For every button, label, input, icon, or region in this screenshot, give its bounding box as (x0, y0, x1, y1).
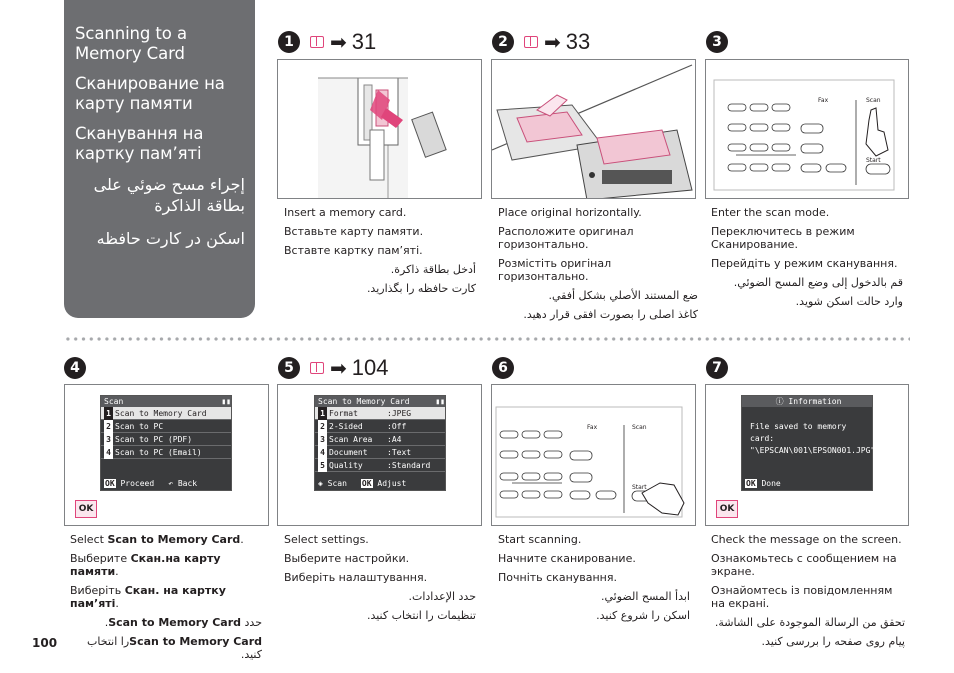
dotted-separator (64, 337, 910, 341)
start-label: Start (632, 484, 647, 491)
setting-row-document[interactable]: 4 Document :Text (315, 446, 445, 459)
step-5-header (278, 355, 388, 381)
instruction-uk: Почніть сканування. (498, 571, 617, 584)
lcd-information (741, 395, 876, 491)
fax-label: Fax (818, 97, 829, 104)
instruction-uk: Ознайомтесь із повідомленням на екрані. (711, 584, 893, 610)
lcd-scan-settings (314, 395, 446, 491)
control-panel-start-image (492, 385, 696, 526)
lcd-title-bar (315, 396, 445, 407)
instruction-ru: Выберите Скан.на карту памяти. (70, 552, 221, 578)
step-4-text (70, 533, 262, 667)
proceed-label: Proceed (120, 479, 155, 488)
instruction-en: Check the message on the screen. (711, 533, 902, 546)
menu-item-scan-to-pc-pdf[interactable]: 3 Scan to PC (PDF) (101, 433, 231, 446)
start-diamond-icon: ◈ (318, 479, 323, 488)
instruction-en: Select Scan to Memory Card. (70, 533, 244, 546)
title-fa: اسکن در کارت حافظه (96, 229, 245, 248)
instruction-ru: Начните сканирование. (498, 552, 636, 565)
step-number: 6 (492, 357, 514, 379)
scanner-original-image (492, 60, 696, 199)
instruction-fa: کارت حافظه را بگذارید. (366, 282, 476, 295)
title-en: Scanning to a Memory Card (75, 24, 187, 63)
step-7-illustration (705, 384, 909, 526)
memory-card-slot-image (278, 60, 482, 199)
menu-item-scan-to-pc-email[interactable]: 4 Scan to PC (Email) (101, 446, 231, 459)
step-2-illustration (491, 59, 696, 199)
setting-row-2-sided[interactable]: 2 2-Sided :Off (315, 420, 445, 433)
step-4-illustration (64, 384, 269, 526)
scan-label: Scan (632, 424, 647, 431)
instruction-uk: Виберіть налаштування. (284, 571, 428, 584)
instruction-ar: تحقق من الرسالة الموجودة على الشاشة. (714, 616, 905, 629)
step-number: 5 (278, 357, 300, 379)
instruction-ar: ابدأ المسح الضوئي. (601, 590, 690, 603)
step-1-header (278, 29, 376, 55)
instruction-fa: اسکن را شروع کنید. (596, 609, 690, 622)
step-2-header (492, 29, 590, 55)
step-3-header (706, 29, 728, 55)
instruction-fa: پیام روی صفحه را بررسی کنید. (761, 635, 905, 648)
step-number: 2 (492, 31, 514, 53)
lcd-scan-menu (100, 395, 232, 491)
lcd-footer (315, 478, 445, 490)
instruction-ar: ضع المستند الأصلي بشكل أفقي. (548, 289, 698, 302)
setting-row-scan-area[interactable]: 3 Scan Area :A4 (315, 433, 445, 446)
step-7-header (706, 355, 728, 381)
instruction-ar: أدخل بطاقة ذاكرة. (390, 263, 476, 276)
lcd-title-bar (101, 396, 231, 407)
fax-label: Fax (587, 424, 598, 431)
scan-label: Scan (866, 97, 881, 104)
arrow-right-icon: ➡ (330, 30, 347, 54)
back-icon: ↶ (168, 479, 174, 488)
title-ar: إجراء مسح ضوئي على بطاقة الذاكرة (93, 175, 245, 215)
title-ru: Сканирование на карту памяти (75, 74, 225, 113)
scroll-icon: ▮▮ (221, 397, 231, 406)
instruction-fa: کاغذ اصلی را بصورت افقی قرار دهید. (523, 308, 698, 321)
instruction-ar: قم بالدخول إلى وضع المسح الضوئي. (733, 276, 903, 289)
step-6-header (492, 355, 514, 381)
step-5-text (284, 533, 476, 628)
lcd-title: Information (788, 397, 842, 406)
adjust-label: Adjust (377, 479, 407, 488)
instruction-uk: Перейдіть у режим сканування. (711, 257, 898, 270)
setting-row-format[interactable]: 1 Format :JPEG (315, 407, 445, 420)
book-icon (524, 36, 538, 48)
instruction-ru: Ознакомьтесь с сообщением на экране. (711, 552, 897, 578)
title-uk: Сканування на картку пам’яті (75, 124, 204, 163)
instruction-ar: حدد الإعدادات. (408, 590, 476, 603)
instruction-uk: Вставте картку пам’яті. (284, 244, 423, 257)
scan-label: Scan (327, 479, 347, 488)
book-icon (310, 36, 324, 48)
control-panel-image (706, 60, 909, 199)
back-label: Back (177, 479, 198, 488)
step-number: 4 (64, 357, 86, 379)
step-number: 3 (706, 31, 728, 53)
title-panel (64, 0, 255, 318)
instruction-en: Enter the scan mode. (711, 206, 830, 219)
lcd-title: Scan (104, 397, 124, 406)
menu-item-scan-to-memory-card[interactable]: 1 Scan to Memory Card (101, 407, 231, 420)
instruction-ru: Вставьте карту памяти. (284, 225, 424, 238)
step-5-illustration (277, 384, 482, 526)
done-label: Done (761, 479, 781, 488)
arrow-right-icon: ➡ (544, 30, 561, 54)
instruction-fa: وارد حالت اسکن شوید. (795, 295, 903, 308)
start-label: Start (866, 157, 881, 164)
book-icon (310, 362, 324, 374)
ok-key-label: OK (746, 479, 756, 488)
menu-item-scan-to-pc[interactable]: 2 Scan to PC (101, 420, 231, 433)
step-1-illustration (277, 59, 482, 199)
page-reference: 31 (351, 29, 377, 54)
instruction-fa: تنظیمات را انتخاب کنید. (366, 609, 476, 622)
step-1-text (284, 206, 476, 301)
step-3-text (711, 206, 903, 314)
lcd-footer (742, 478, 781, 490)
lcd-title: Scan to Memory Card (318, 397, 410, 406)
instruction-uk: Розмістіть оригінал горизонтально. (498, 257, 612, 283)
page-reference: 104 (351, 355, 389, 380)
step-7-text (711, 533, 905, 654)
step-6-illustration (491, 384, 696, 526)
step-number: 1 (278, 31, 300, 53)
arrow-right-icon: ➡ (330, 356, 347, 380)
info-icon: ⓘ (775, 397, 789, 406)
page-number: 100 (32, 636, 58, 650)
instruction-en: Start scanning. (498, 533, 582, 546)
instruction-uk: Виберіть Скан. на картку пам’яті. (70, 584, 226, 610)
instruction-ru: Расположите оригинал горизонтально. (498, 225, 634, 251)
ok-key-label: OK (105, 479, 115, 488)
instruction-fa: را انتخاب Scan to Memory Card کنید. (83, 635, 262, 661)
ok-key-label: OK (361, 479, 372, 488)
instruction-ru: Выберите настройки. (284, 552, 410, 565)
lcd-message: File saved to memory card: "\EPSCAN\001\EPSON001.JPG" (750, 422, 876, 455)
scroll-icon: ▮▮ (435, 397, 445, 406)
instruction-en: Place original horizontally. (498, 206, 642, 219)
ok-button-icon: OK (716, 500, 738, 518)
ok-button-icon: OK (75, 500, 97, 518)
lcd-title-bar (742, 396, 872, 407)
page-reference: 33 (565, 29, 591, 54)
step-6-text (498, 533, 690, 628)
instruction-ru: Переключитесь в режим Сканирование. (711, 225, 855, 251)
step-3-illustration (705, 59, 909, 199)
instruction-en: Insert a memory card. (284, 206, 407, 219)
lcd-footer (101, 478, 231, 490)
step-2-text (498, 206, 698, 327)
step-number: 7 (706, 357, 728, 379)
instruction-ar: .Scan to Memory Card حدد (104, 616, 262, 629)
instruction-en: Select settings. (284, 533, 369, 546)
step-4-header (64, 355, 86, 381)
setting-row-quality[interactable]: 5 Quality :Standard (315, 459, 445, 472)
